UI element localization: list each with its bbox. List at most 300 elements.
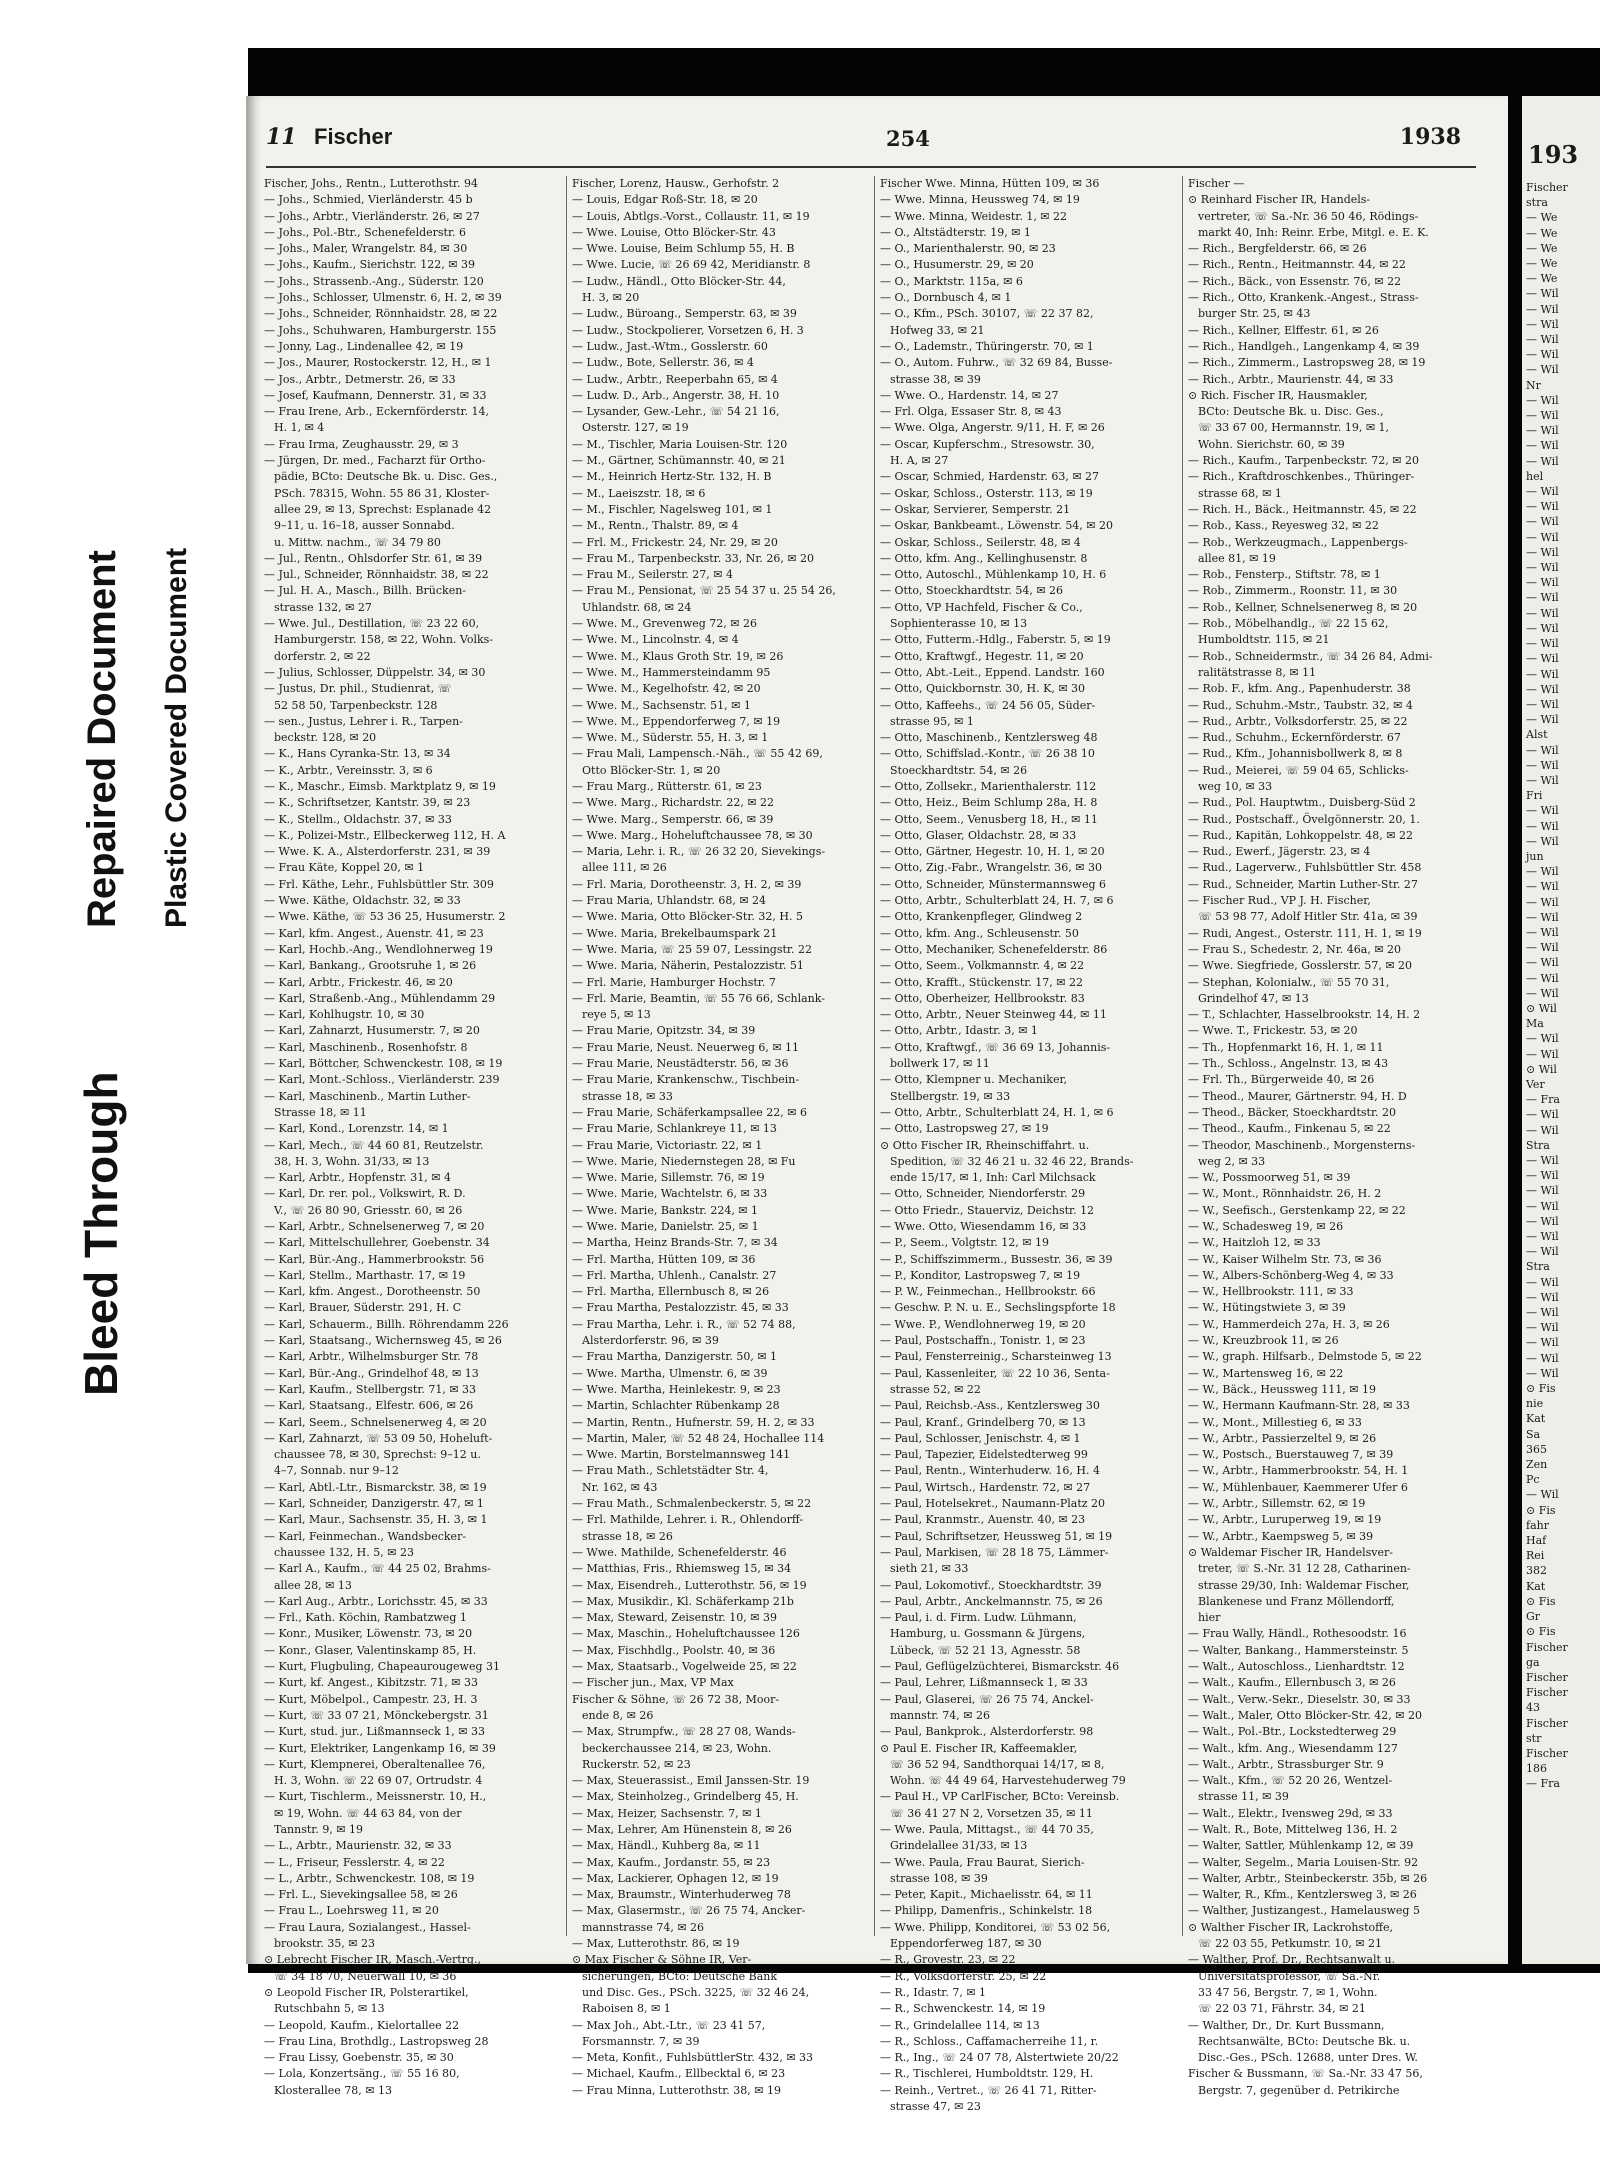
directory-entry-line: — W., Hermann Kaufmann-Str. 28, ✉ 33	[1188, 1399, 1410, 1413]
directory-entry-line: — K., Polizei-Mstr., Ellbeckerweg 112, H. A	[264, 828, 506, 842]
directory-entry-line: — Otto, Klempner u. Mechaniker,	[880, 1073, 1068, 1087]
neighbor-entry-fragment: — Wil	[1526, 439, 1559, 453]
directory-entry-line: — Frau Marie, Krankenschw., Tischbein-	[572, 1073, 800, 1087]
directory-entry-line: — Rich. H., Bäck., Heitmannstr. 45, ✉ 22	[1188, 502, 1417, 516]
directory-entry-line: — Frl. M., Frickestr. 24, Nr. 29, ✉ 20	[572, 535, 778, 549]
directory-entry-line: — Frau M., Tarpenbeckstr. 33, Nr. 26, ✉ 20	[572, 551, 815, 565]
directory-entry-line: — Karl, Seem., Schnelsenerweg 4, ✉ 20	[264, 1415, 487, 1429]
directory-entry-line: — Karl, Bür.-Ang., Grindelhof 48, ✉ 13	[264, 1366, 479, 1380]
directory-entry-line: — Frau Lina, Brothdlg., Lastropsweg 28	[264, 2034, 489, 2048]
directory-entry-line: — Max, Kaufm., Jordanstr. 55, ✉ 23	[572, 1855, 771, 1869]
directory-entry-line: — Oscar, Schmied, Hardenstr. 63, ✉ 27	[880, 470, 1100, 484]
directory-entry-line: — Wwe. Marie, Bankstr. 224, ✉ 1	[572, 1203, 759, 1217]
directory-entry-line: — Karl, Staatsang., Wichernsweg 45, ✉ 26	[264, 1334, 502, 1348]
directory-entry-line: — Frau Laura, Sozialangest., Hassel-	[264, 1920, 471, 1934]
directory-entry-line: — Martin, Maler, ☏ 52 48 24, Hochallee 114	[572, 1431, 825, 1445]
directory-entry-line: Fischer, Johs., Rentn., Lutterothstr. 94	[264, 177, 478, 190]
directory-entry-line: — Walter, Bankang., Hammersteinstr. 5	[1188, 1643, 1409, 1657]
directory-entry-line: — Theod., Kaufm., Finkenau 5, ✉ 22	[1188, 1122, 1391, 1136]
directory-entry-line: — Karl, Arbtr., Wilhelmsburger Str. 78	[264, 1350, 479, 1364]
directory-entry-line: — Walter, Sattler, Mühlenkamp 12, ✉ 39	[1188, 1839, 1414, 1853]
directory-entry-line: — Rud., Meierei, ☏ 59 04 65, Schlicks-	[1188, 763, 1409, 777]
directory-entry-line: vertreter, ☏ Sa.-Nr. 36 50 46, Rödings-	[1198, 209, 1419, 223]
directory-entry-line: — Wwe. Martin, Borstelmannsweg 141	[572, 1448, 791, 1462]
page-year: 1938	[1399, 124, 1461, 150]
directory-entry-line: — Max, Lackierer, Ophagen 12, ✉ 19	[572, 1871, 779, 1885]
directory-entry-line: — Konr., Glaser, Valentinskamp 85, H.	[264, 1643, 477, 1657]
directory-entry-line: — W., Mont., Rönnhaidstr. 26, H. 2	[1188, 1187, 1382, 1201]
directory-entry-line: — Louis, Edgar Roß-Str. 18, ✉ 20	[572, 193, 758, 207]
column-separator	[566, 176, 567, 1936]
directory-entry-line: — Frau Minna, Lutterothstr. 38, ✉ 19	[572, 2083, 781, 2097]
directory-entry-line: — Rud., Arbtr., Volksdorferstr. 25, ✉ 22	[1188, 714, 1408, 728]
directory-entry-line: — Paul, Hotelsekret., Naumann-Platz 20	[880, 1497, 1106, 1511]
neighbor-entry-fragment: Alst	[1526, 728, 1548, 742]
neighbor-entry-fragment: Fri	[1526, 789, 1543, 803]
directory-entry-line: — Karl, Arbtr., Schnelsenerweg 7, ✉ 20	[264, 1220, 485, 1233]
directory-entry-line: — Rudi, Angest., Osterstr. 111, H. 1, ✉ 19	[1188, 926, 1422, 940]
directory-entry-line: Grindelallee 31/33, ✉ 13	[890, 1839, 1028, 1853]
directory-entry-line: — Karl, Kohlhugstr. 10, ✉ 30	[264, 1008, 425, 1022]
neighbor-entry-fragment: — Wil	[1526, 773, 1559, 787]
directory-entry-line: — Lysander, Gew.-Lehr., ☏ 54 21 16,	[572, 405, 780, 419]
directory-entry-line: — Otto, kfm. Ang., Kellinghusenstr. 8	[880, 551, 1088, 565]
directory-entry-line: — Frau Marie, Neust. Neuerweg 6, ✉ 11	[572, 1040, 800, 1054]
directory-entry-line: — W., Arbtr., Luruperweg 19, ✉ 19	[1188, 1513, 1382, 1527]
directory-entry-line: — Max, Staatsarb., Vogelweide 25, ✉ 22	[572, 1660, 797, 1674]
directory-entry-line: ☏ 22 03 55, Petkumstr. 10, ✉ 21	[1198, 1937, 1383, 1951]
directory-entry-line: — Rud., Ewerf., Jägerstr. 23, ✉ 4	[1188, 845, 1371, 859]
directory-entry-line: — Frau Irene, Arb., Eckernförderstr. 14,	[264, 405, 490, 419]
directory-entry-line: — Martha, Heinz Brands-Str. 7, ✉ 34	[572, 1236, 778, 1250]
directory-entry-line: — Martin, Schlachter Rübenkamp 28	[572, 1399, 780, 1413]
directory-entry-line: — Otto, Stoeckhardtstr. 54, ✉ 26	[880, 584, 1064, 598]
directory-entry-line: — Max, Glasermstr., ☏ 26 75 74, Ancker-	[572, 1904, 806, 1918]
directory-entry-line: allee 111, ✉ 26	[582, 861, 667, 875]
neighbor-entry-fragment: — Wil	[1526, 971, 1559, 985]
directory-entry-line: — Rich., Zimmerm., Lastropsweg 28, ✉ 19	[1188, 356, 1426, 370]
directory-entry-line: Osterstr. 127, ✉ 19	[582, 421, 689, 435]
directory-entry-line: — Otto, Arbtr., Schulterblatt 24, H. 1, ✉ 6	[880, 1105, 1114, 1119]
directory-entry-line: Rechtsanwälte, BCto: Deutsche Bk. u.	[1198, 2034, 1411, 2048]
neighbor-entry-fragment: — Wil	[1526, 1123, 1559, 1137]
neighbor-entry-fragment: — Wil	[1526, 287, 1559, 301]
neighbor-entry-fragment: — Wil	[1526, 804, 1559, 818]
neighbor-entry-fragment: — Wil	[1526, 819, 1559, 833]
neighbor-entry-fragment: Haf	[1526, 1534, 1547, 1548]
directory-entry-line: — Paul H., VP CarlFischer, BCto: Vereinsb.	[880, 1790, 1120, 1804]
directory-entry-line: — Frau Irma, Zeughausstr. 29, ✉ 3	[264, 437, 459, 451]
neighbor-entry-fragment: — Wil	[1526, 880, 1559, 894]
directory-entry-line: ⊙ Max Fischer & Söhne IR, Ver-	[572, 1953, 752, 1967]
directory-entry-line: — Rich., Bergfelderstr. 66, ✉ 26	[1188, 242, 1367, 256]
directory-entry-line: V., ☏ 26 80 90, Griesstr. 60, ✉ 26	[274, 1203, 463, 1217]
directory-entry-line: — Wwe. Marie, Wachtelstr. 6, ✉ 33	[572, 1187, 768, 1201]
directory-entry-line: — Frau Mali, Lampensch.-Näh., ☏ 55 42 69,	[572, 747, 823, 761]
neighbor-entry-fragment: — Wil	[1526, 363, 1559, 377]
directory-entry-line: allee 81, ✉ 19	[1198, 551, 1276, 565]
directory-entry-line: Bergstr. 7, gegenüber d. Petrikirche	[1198, 2083, 1400, 2097]
directory-entry-line: — Theod., Bäcker, Stoeckhardtstr. 20	[1188, 1105, 1396, 1119]
directory-entry-line: — W., Kreuzbrook 11, ✉ 26	[1188, 1334, 1339, 1348]
directory-entry-line: Tannstr. 9, ✉ 19	[274, 1822, 364, 1836]
directory-entry-line: — Walt., Kfm., ☏ 52 20 26, Wentzel-	[1188, 1774, 1393, 1788]
directory-entry-line: — Wwe. Minna, Heussweg 74, ✉ 19	[880, 193, 1080, 207]
directory-entry-line: — Rob., Werkzeugmach., Lappenbergs-	[1188, 535, 1408, 549]
directory-entry-line: — Max, Steward, Zeisenstr. 10, ✉ 39	[572, 1611, 777, 1625]
directory-entry-line: — Max, Braumstr., Winterhuderweg 78	[572, 1888, 791, 1902]
directory-entry-line: — Rich., Kaufm., Tarpenbeckstr. 72, ✉ 20	[1188, 454, 1420, 468]
neighbor-entry-fragment: — Wil	[1526, 545, 1559, 559]
directory-entry-line: H. A, ✉ 27	[890, 454, 949, 468]
archive-edge-labels	[0, 48, 248, 1973]
directory-entry-line: — Otto, Arbtr., Schulterblatt 24, H. 7, ✉ 6	[880, 894, 1114, 908]
directory-entry-line: — Otto, Krafft., Stückenstr. 17, ✉ 22	[880, 975, 1084, 989]
directory-entry-line: — Julius, Schlosser, Düppelstr. 34, ✉ 30	[264, 665, 486, 679]
directory-entry-line: ☏ 53 98 77, Adolf Hitler Str. 41a, ✉ 39	[1198, 910, 1418, 924]
directory-entry-line: — Johs., Pol.-Btr., Schenefelderstr. 6	[264, 225, 467, 239]
directory-entry-line: — Wwe. K. A., Alsterdorferstr. 231, ✉ 39	[264, 845, 491, 859]
directory-entry-line: — Otto, Schneider, Münstermannsweg 6	[880, 877, 1106, 891]
directory-entry-line: — P., Konditor, Lastropsweg 7, ✉ 19	[880, 1268, 1081, 1282]
directory-entry-line: reye 5, ✉ 13	[582, 1008, 651, 1022]
directory-entry-line: — Otto, Kaffeehs., ☏ 24 56 05, Süder-	[880, 698, 1096, 712]
directory-entry-line: — Oskar, Bankbeamt., Löwenstr. 54, ✉ 20	[880, 519, 1114, 533]
neighbor-entry-fragment: ga	[1526, 1655, 1540, 1669]
neighbor-entry-fragment: Gr	[1526, 1610, 1541, 1624]
directory-entry-line: Nr. 162, ✉ 43	[582, 1480, 658, 1494]
directory-entry-line: — Wwe. Louise, Otto Blöcker-Str. 43	[572, 225, 776, 239]
directory-entry-line: — Paul, Tapezier, Eidelstedterweg 99	[880, 1448, 1088, 1462]
directory-entry-line: — W., Kaiser Wilhelm Str. 73, ✉ 36	[1188, 1252, 1382, 1266]
directory-entry-line: Strasse 18, ✉ 11	[274, 1105, 367, 1119]
directory-entry-line: — W., Schadesweg 19, ✉ 26	[1188, 1220, 1344, 1233]
directory-entry-line: Humboldtstr. 115, ✉ 21	[1198, 633, 1330, 647]
directory-entry-line: — Wwe. Maria, Otto Blöcker-Str. 32, H. 5	[572, 910, 803, 924]
directory-entry-line: — Th., Hopfenmarkt 16, H. 1, ✉ 11	[1188, 1040, 1384, 1054]
neighbor-entry-fragment: — Wil	[1526, 409, 1559, 423]
directory-entry-line: — R., Volksdorferstr. 25, ✉ 22	[880, 1969, 1047, 1983]
directory-entry-line: ☏ 34 18 70, Neuerwall 10, ✉ 36	[274, 1969, 457, 1983]
directory-entry-line: — M., Fischler, Nagelsweg 101, ✉ 1	[572, 502, 773, 516]
directory-entry-line: — Paul, Arbtr., Anckelmannstr. 75, ✉ 26	[880, 1594, 1103, 1608]
directory-entry-line: Sophienterasse 10, ✉ 13	[890, 617, 1028, 631]
directory-entry-line: — Konr., Musiker, Löwenstr. 73, ✉ 20	[264, 1627, 473, 1641]
directory-entry-line: — Oskar, Schloss., Seilerstr. 48, ✉ 4	[880, 535, 1081, 549]
neighbor-entry-fragment: — Wil	[1526, 697, 1559, 711]
neighbor-entry-fragment: — Wil	[1526, 743, 1559, 757]
directory-entry-line: — Wwe. Philipp, Konditorei, ☏ 53 02 56,	[880, 1920, 1111, 1934]
directory-entry-line: — Johs., Arbtr., Vierländerstr. 26, ✉ 27	[264, 209, 480, 223]
directory-entry-line: — Rob., Schneidermstr., ☏ 34 26 84, Admi-	[1188, 649, 1433, 663]
neighbor-entry-fragment: ⊙ Fis	[1526, 1382, 1556, 1396]
directory-entry-line: — Kurt, Möbelpol., Campestr. 23, H. 3	[264, 1692, 478, 1706]
directory-entry-line: — P., Schiffszimmerm., Bussestr. 36, ✉ 39	[880, 1252, 1113, 1266]
directory-entry-line: — Ludw., Händl., Otto Blöcker-Str. 44,	[572, 274, 786, 288]
directory-entry-line: — Wwe. Martha, Ulmenstr. 6, ✉ 39	[572, 1366, 768, 1380]
directory-entry-line: — Walter, Segelm., Maria Louisen-Str. 92	[1188, 1855, 1419, 1869]
neighbor-entry-fragment: — Wil	[1526, 865, 1559, 879]
directory-entry-line: — Karl, Zahnarzt, Husumerstr. 7, ✉ 20	[264, 1024, 480, 1038]
directory-entry-line: — W., Albers-Schönberg-Weg 4, ✉ 33	[1188, 1268, 1394, 1282]
directory-entry-line: ⊙ Walther Fischer IR, Lackrohstoffe,	[1188, 1920, 1393, 1934]
directory-entry-line: strasse 29/30, Inh: Waldemar Fischer,	[1198, 1578, 1410, 1592]
directory-entry-line: Universitätsprofessor, ☏ Sa.-Nr.	[1198, 1969, 1381, 1983]
directory-entry-line: — Michael, Kaufm., Ellbecktal 6, ✉ 23	[572, 2067, 786, 2081]
directory-entry-line: — Matthias, Fris., Rhiemsweg 15, ✉ 34	[572, 1562, 792, 1576]
directory-entry-line: — Otto, Glaser, Oldachstr. 28, ✉ 33	[880, 828, 1077, 842]
neighbor-entry-fragment: 43	[1526, 1701, 1540, 1715]
directory-entry-line: — Otto, Seem., Venusberg 18, H., ✉ 11	[880, 812, 1098, 826]
directory-entry-line: — Max, Eisendreh., Lutterothstr. 56, ✉ 19	[572, 1578, 807, 1592]
directory-columns	[264, 176, 1479, 2114]
directory-entry-line: — O., Marktstr. 115a, ✉ 6	[880, 274, 1023, 288]
directory-entry-line: — Wwe. Käthe, Oldachstr. 32, ✉ 33	[264, 894, 461, 908]
directory-entry-line: mannstrasse 74, ✉ 26	[582, 1920, 705, 1934]
directory-entry-line: ⊙ Lebrecht Fischer IR, Masch.-Vertrg.,	[264, 1953, 481, 1967]
directory-entry-line: strasse 38, ✉ 39	[890, 372, 981, 386]
directory-entry-line: — Walt. R., Bote, Mittelweg 136, H. 2	[1188, 1822, 1398, 1836]
neighbor-entry-fragment: — Wil	[1526, 941, 1559, 955]
directory-entry-line: — Wwe. M., Klaus Groth Str. 19, ✉ 26	[572, 649, 784, 663]
directory-entry-line: ⊙ Paul E. Fischer IR, Kaffeemakler,	[880, 1741, 1078, 1755]
directory-entry-line: — Kurt, stud. jur., Lißmannseck 1, ✉ 33	[264, 1725, 485, 1739]
directory-entry-line: — Karl, kfm. Angest., Dorotheenstr. 50	[264, 1285, 481, 1299]
directory-entry-line: — Geschw. P. N. u. E., Sechslingspforte 18	[880, 1301, 1116, 1315]
directory-entry-line: — Paul, Lehrer, Lißmannseck 1, ✉ 33	[880, 1676, 1088, 1690]
neighbor-entry-fragment: — We	[1526, 241, 1558, 255]
directory-entry-line: — W., Hellbrookstr. 111, ✉ 33	[1188, 1285, 1354, 1299]
directory-entry-line: — Walt., Autoschloss., Lienhardtstr. 12	[1188, 1660, 1405, 1674]
directory-entry-line: — Rud., Kapitän, Lohkoppelstr. 48, ✉ 22	[1188, 828, 1414, 842]
neighbor-entry-fragment: — Wil	[1526, 986, 1559, 1000]
directory-entry-line: — Theod., Maurer, Gärtnerstr. 94, H. D	[1188, 1089, 1407, 1103]
directory-entry-line: — Frl. Martha, Ellernbusch 8, ✉ 26	[572, 1285, 770, 1299]
directory-entry-line: — Johs., Schmied, Vierländerstr. 45 b	[264, 193, 473, 207]
directory-entry-line: — Wwe. Mathilde, Schenefelderstr. 46	[572, 1545, 787, 1559]
neighbor-entry-fragment: — Wil	[1526, 925, 1559, 939]
directory-entry-line: — Rich., Rentn., Heitmannstr. 44, ✉ 22	[1188, 258, 1406, 272]
directory-entry-line: — Frau S., Schedestr. 2, Nr. 46a, ✉ 20	[1188, 942, 1402, 956]
page-number: 254	[886, 126, 930, 151]
directory-entry-line: Wohn. ☏ 44 49 64, Harvestehuderweg 79	[890, 1774, 1126, 1788]
directory-entry-line: — Frau Marie, Neustädterstr. 56, ✉ 36	[572, 1057, 789, 1071]
directory-entry-line: weg 10, ✉ 33	[1198, 779, 1273, 793]
directory-entry-line: — Rob., Möbelhandlg., ☏ 22 15 62,	[1188, 617, 1389, 631]
directory-entry-line: — Jos., Arbtr., Detmerstr. 26, ✉ 33	[264, 372, 456, 386]
neighbor-entry-fragment: — Wil	[1526, 652, 1559, 666]
neighbor-entry-fragment: Zen	[1526, 1458, 1548, 1472]
neighbor-entry-fragment: — Wil	[1526, 530, 1559, 544]
directory-column-3	[880, 176, 1176, 2114]
directory-entry-line: — Otto, VP Hachfeld, Fischer & Co.,	[880, 600, 1083, 614]
directory-entry-line: — Wwe. Maria, Brekelbaumspark 21	[572, 926, 778, 940]
directory-entry-line: Eppendorferweg 187, ✉ 30	[890, 1937, 1042, 1951]
directory-entry-line: — W., Mont., Millestieg 6, ✉ 33	[1188, 1415, 1362, 1429]
directory-entry-line: — Jul., Rentn., Ohlsdorfer Str. 61, ✉ 39	[264, 551, 483, 565]
directory-entry-line: — Max, Fischhdlg., Poolstr. 40, ✉ 36	[572, 1643, 776, 1657]
directory-entry-line: — Martin, Rentn., Hufnerstr. 59, H. 2, ✉ 33	[572, 1415, 815, 1429]
neighbor-entry-fragment: — Wil	[1526, 500, 1559, 514]
directory-entry-line: — Walt., Maler, Otto Blöcker-Str. 42, ✉ 20	[1188, 1708, 1422, 1722]
directory-entry-line: — K., Maschr., Eimsb. Marktplatz 9, ✉ 19	[264, 779, 496, 793]
directory-page	[246, 96, 1508, 2114]
directory-entry-line: 4–7, Sonnab. nur 9–12	[274, 1464, 399, 1478]
directory-entry-line: — Otto, Abt.-Leit., Eppend. Landstr. 160	[880, 665, 1105, 679]
column-separator	[1182, 176, 1183, 1936]
neighbor-page-edge	[1522, 96, 1600, 1964]
directory-entry-line: burger Str. 25, ✉ 43	[1198, 307, 1311, 321]
directory-entry-line: — Frau Wally, Händl., Rothesoodstr. 16	[1188, 1627, 1407, 1641]
directory-entry-line: — W., Arbtr., Passierzeltel 9, ✉ 26	[1188, 1431, 1377, 1445]
directory-entry-line: — R., Grovestr. 23, ✉ 22	[880, 1953, 1016, 1967]
directory-entry-line: — Wwe. Marie, Niedernstegen 28, ✉ Fu	[572, 1154, 796, 1168]
directory-entry-line: — Otto, Seem., Volkmannstr. 4, ✉ 22	[880, 959, 1085, 973]
directory-entry-line: — Frl. Th., Bürgerweide 40, ✉ 26	[1188, 1073, 1375, 1087]
neighbor-entry-fragment: Sa	[1526, 1427, 1541, 1441]
directory-entry-line: Fischer Wwe. Minna, Hütten 109, ✉ 36	[880, 177, 1100, 190]
directory-entry-line: — Max, Strumpfw., ☏ 28 27 08, Wands-	[572, 1725, 796, 1739]
directory-entry-line: — Karl, Böttcher, Schwenckestr. 108, ✉ 19	[264, 1057, 503, 1071]
neighbor-entry-fragment: — Wil	[1526, 1275, 1559, 1289]
directory-entry-line: BCto: Deutsche Bk. u. Disc. Ges.,	[1198, 405, 1384, 419]
directory-entry-line: — O., Lademstr., Thüringerstr. 70, ✉ 1	[880, 339, 1094, 353]
directory-entry-line: — Max, Steuerassist., Emil Janssen-Str. 19	[572, 1774, 810, 1788]
directory-entry-line: — Otto, kfm. Ang., Schleusenstr. 50	[880, 926, 1079, 940]
neighbor-entry-fragment: — Wil	[1526, 667, 1559, 681]
directory-entry-line: — Wwe. Martha, Heinlekestr. 9, ✉ 23	[572, 1382, 781, 1396]
directory-entry-line: — W., Seefisch., Gerstenkamp 22, ✉ 22	[1188, 1203, 1406, 1217]
directory-entry-line: — W., Haitzloh 12, ✉ 33	[1188, 1236, 1321, 1250]
neighbor-entry-fragment: Kat	[1526, 1579, 1546, 1593]
directory-column-4	[1188, 176, 1484, 2097]
directory-entry-line: — Meta, Konfit., FuhlsbüttlerStr. 432, ✉ 33	[572, 2051, 814, 2065]
directory-entry-line: — Rob. F., kfm. Ang., Papenhuderstr. 38	[1188, 682, 1411, 696]
directory-entry-line: — Frau Marie, Schäferkampsallee 22, ✉ 6	[572, 1105, 807, 1119]
directory-entry-line: — Walt., Elektr., Ivensweg 29d, ✉ 33	[1188, 1806, 1393, 1820]
directory-entry-line: chaussee 78, ✉ 30, Sprechst: 9–12 u.	[274, 1448, 481, 1462]
directory-entry-line: strasse 52, ✉ 22	[890, 1382, 981, 1396]
directory-entry-line: — Paul, Kranmstr., Auenstr. 40, ✉ 23	[880, 1513, 1086, 1527]
repaired-document-label: Repaired Document	[80, 550, 124, 928]
directory-entry-line: — K., Arbtr., Vereinsstr. 3, ✉ 6	[264, 763, 433, 777]
directory-entry-line: — Rob., Zimmerm., Roonstr. 11, ✉ 30	[1188, 584, 1398, 598]
neighbor-entry-fragment: — Wil	[1526, 1032, 1559, 1046]
directory-entry-line: — Karl, Maschinenb., Rosenhofstr. 8	[264, 1040, 468, 1054]
directory-entry-line: ⊙ Leopold Fischer IR, Polsterartikel,	[264, 1985, 469, 1999]
neighbor-entry-fragment: Fischer	[1526, 1686, 1568, 1700]
directory-entry-line: — Paul, Schriftsetzer, Heussweg 51, ✉ 19	[880, 1529, 1113, 1543]
directory-entry-line: — sen., Justus, Lehrer i. R., Tarpen-	[264, 714, 463, 728]
directory-entry-line: allee 29, ✉ 13, Sprechst: Esplanade 42	[274, 502, 492, 516]
directory-entry-line: — Rich., Bäck., von Essenstr. 76, ✉ 22	[1188, 274, 1402, 288]
directory-entry-line: — Paul, Kassenleiter, ☏ 22 10 36, Senta-	[880, 1366, 1110, 1380]
neighbor-entry-fragment: — Wil	[1526, 1336, 1559, 1350]
directory-entry-line: — Wwe. M., Grevenweg 72, ✉ 26	[572, 617, 758, 631]
directory-entry-line: — Wwe. Olga, Angerstr. 9/11, H. F, ✉ 26	[880, 421, 1105, 435]
directory-entry-line: — Karl, Mont.-Schloss., Vierländerstr. 239	[264, 1073, 500, 1087]
directory-entry-line: — Oscar, Kupferschm., Stresowstr. 30,	[880, 437, 1095, 451]
directory-entry-line: Ruckerstr. 52, ✉ 23	[582, 1757, 691, 1771]
directory-entry-line: — K., Stellm., Oldachstr. 37, ✉ 33	[264, 812, 452, 826]
neighbor-entry-fragment: — Wil	[1526, 591, 1559, 605]
neighbor-entry-fragment: — Wil	[1526, 576, 1559, 590]
directory-entry-line: brookstr. 35, ✉ 23	[274, 1937, 376, 1951]
directory-entry-line: Blankenese und Franz Möllendorff,	[1198, 1594, 1395, 1608]
neighbor-entry-fragment: — Wil	[1526, 1306, 1559, 1320]
directory-entry-line: — Johs., Schuhwaren, Hamburgerstr. 155	[264, 323, 497, 337]
directory-entry-line: — Johs., Schlosser, Ulmenstr. 6, H. 2, ✉ 39	[264, 291, 502, 305]
directory-entry-line: — Karl, Kond., Lorenzstr. 14, ✉ 1	[264, 1122, 449, 1136]
directory-entry-line: — Frau M., Pensionat, ☏ 25 54 37 u. 25 54 26,	[572, 584, 836, 598]
directory-entry-line: — W., Arbtr., Kaempsweg 5, ✉ 39	[1188, 1529, 1374, 1543]
directory-entry-line: Wohn. Sierichstr. 60, ✉ 39	[1198, 437, 1345, 451]
directory-entry-line: — Rich., Handlgeh., Langenkamp 4, ✉ 39	[1188, 339, 1420, 353]
directory-entry-line: PSch. 78315, Wohn. 55 86 31, Kloster-	[274, 486, 490, 500]
directory-entry-line: — Otto, Kraftwgf., ☏ 36 69 13, Johannis-	[880, 1040, 1111, 1054]
directory-entry-line: — Wwe. Minna, Weidestr. 1, ✉ 22	[880, 209, 1068, 223]
page-surname-heading: Fischer	[314, 124, 393, 149]
directory-entry-line: — Walter, R., Kfm., Kentzlersweg 3, ✉ 26	[1188, 1888, 1417, 1902]
directory-entry-line: und Disc. Ges., PSch. 3225, ☏ 32 46 24,	[582, 1985, 810, 1999]
directory-entry-line: ☏ 33 67 00, Hermannstr. 19, ✉ 1,	[1198, 421, 1390, 435]
directory-entry-line: — Justus, Dr. phil., Studienrat, ☏	[264, 682, 452, 696]
directory-entry-line: ⊙ Otto Fischer IR, Rheinschiffahrt. u.	[880, 1138, 1090, 1152]
directory-entry-line: — Karl, Maur., Sachsenstr. 35, H. 3, ✉ 1	[264, 1513, 488, 1527]
directory-entry-line: — Wwe. O., Hardenstr. 14, ✉ 27	[880, 388, 1059, 402]
directory-entry-line: — Wwe. Louise, Beim Schlump 55, H. B	[572, 242, 795, 256]
neighbor-entry-fragment: 382	[1526, 1564, 1547, 1578]
neighbor-entry-fragment: — Wil	[1526, 1214, 1559, 1228]
neighbor-entry-fragment: — Wil	[1526, 1290, 1559, 1304]
directory-entry-line: — Frl. Olga, Essaser Str. 8, ✉ 43	[880, 405, 1062, 419]
directory-entry-line: — W., Martensweg 16, ✉ 22	[1188, 1366, 1344, 1380]
directory-entry-line: — Wwe. Marie, Danielstr. 25, ✉ 1	[572, 1220, 759, 1233]
directory-entry-line: — Wwe. M., Eppendorferweg 7, ✉ 19	[572, 714, 781, 728]
directory-entry-line: — Rob., Kass., Reyesweg 32, ✉ 22	[1188, 519, 1379, 533]
directory-entry-line: ende 15/17, ✉ 1, Inh: Carl Milchsack	[890, 1171, 1096, 1185]
directory-entry-line: — Oskar, Schloss., Osterstr. 113, ✉ 19	[880, 486, 1093, 500]
directory-entry-line: — Paul, Lokomotivf., Stoeckhardtstr. 39	[880, 1578, 1102, 1592]
directory-entry-line: — Paul, Postschaffn., Tonistr. 1, ✉ 23	[880, 1334, 1086, 1348]
directory-entry-line: — W., Bäck., Heussweg 111, ✉ 19	[1188, 1382, 1376, 1396]
directory-entry-line: — Oskar, Servierer, Semperstr. 21	[880, 502, 1071, 516]
directory-entry-line: Hofweg 33, ✉ 21	[890, 323, 985, 337]
directory-entry-line: — Paul, Markisen, ☏ 28 18 75, Lämmer-	[880, 1545, 1109, 1559]
directory-entry-line: — Fischer Rud., VP J. H. Fischer,	[1188, 894, 1371, 908]
directory-entry-line: — Otto, Futterm.-Hdlg., Faberstr. 5, ✉ 19	[880, 633, 1111, 647]
directory-entry-line: — Frau L., Loehrsweg 11, ✉ 20	[264, 1904, 439, 1918]
neighbor-entry-fragment: — Wil	[1526, 302, 1559, 316]
directory-entry-line: — Otto, Kraftwgf., Hegestr. 11, ✉ 20	[880, 649, 1084, 663]
directory-entry-line: — Paul, Bankprok., Alsterdorferstr. 98	[880, 1725, 1094, 1739]
directory-entry-line: — Wwe. Maria, ☏ 25 59 07, Lessingstr. 22	[572, 942, 812, 956]
directory-entry-line: — Max, Heizer, Sachsenstr. 7, ✉ 1	[572, 1806, 762, 1820]
directory-entry-line: — Frau Marie, Victoriastr. 22, ✉ 1	[572, 1138, 763, 1152]
column-separator	[874, 176, 875, 1936]
directory-entry-line: markt 40, Inh: Reinr. Erbe, Mitgl. e. E. K.	[1198, 225, 1429, 239]
directory-entry-line: — Max, Händl., Kuhberg 8a, ✉ 11	[572, 1839, 761, 1853]
directory-entry-line: — Paul, i. d. Firm. Ludw. Lühmann,	[880, 1611, 1077, 1625]
directory-entry-line: — Kurt, Klempnerei, Oberaltenallee 76,	[264, 1757, 486, 1771]
directory-entry-line: strasse 108, ✉ 39	[890, 1871, 988, 1885]
directory-entry-line: Stellbergstr. 19, ✉ 33	[890, 1089, 1011, 1103]
neighbor-entry-fragment: hel	[1526, 469, 1544, 483]
directory-entry-line: — Wwe. Maria, Näherin, Pestalozzistr. 51	[572, 959, 804, 973]
directory-entry-line: strasse 95, ✉ 1	[890, 714, 974, 728]
neighbor-entry-fragment: — Wil	[1526, 606, 1559, 620]
directory-entry-line: — Paul, Kranf., Grindelberg 70, ✉ 13	[880, 1415, 1086, 1429]
